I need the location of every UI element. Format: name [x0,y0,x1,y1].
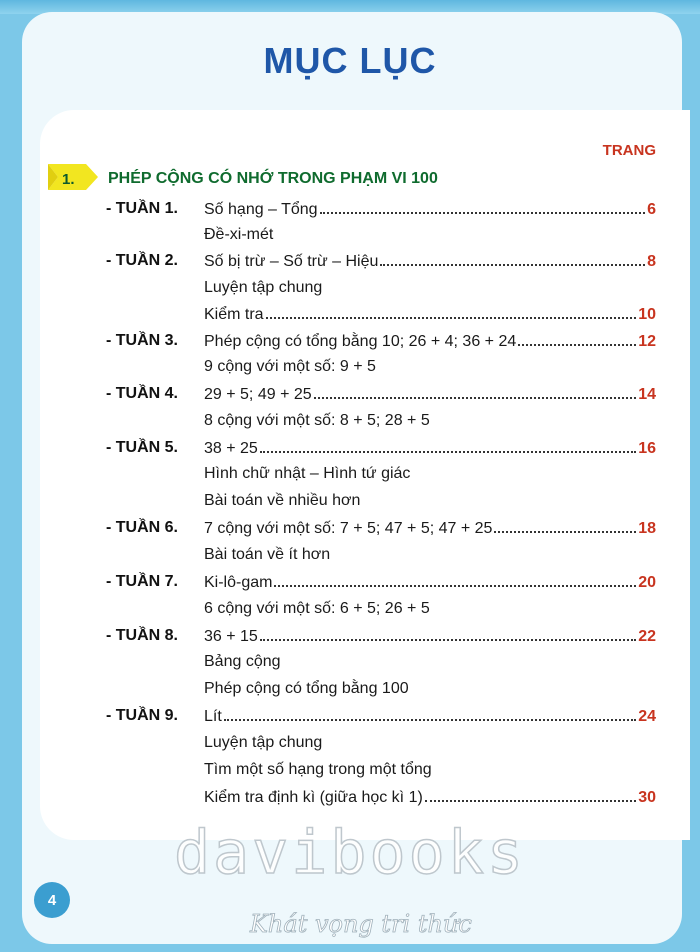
week-label: - TUẦN 5. [106,439,178,456]
week-label: - TUẦN 9. [106,707,178,724]
lesson-title: Luyện tập chung [204,279,323,296]
watermark-tagline: Khát vọng tri thức [250,910,472,938]
page-number: 24 [638,708,656,725]
page-number: 16 [638,440,656,457]
lesson-title: 8 cộng với một số: 8 + 5; 28 + 5 [204,412,430,429]
toc-entry[interactable] [204,707,656,731]
lesson-title: Lít [204,708,222,725]
section-title: PHÉP CỘNG CÓ NHỚ TRONG PHẠM VI 100 [108,170,438,187]
week-label: - TUẦN 7. [106,573,178,590]
page-number: 8 [647,253,656,270]
lesson-title: Bảng cộng [204,653,281,670]
page-number: 20 [638,574,656,591]
lesson-title: Bài toán về nhiều hơn [204,492,361,509]
toc-entry[interactable] [204,519,656,543]
dot-leader [380,252,645,266]
dot-leader [260,439,636,453]
lesson-title: Luyện tập chung [204,734,323,751]
page-number: 30 [638,789,656,806]
watermark-logo: davibooks [173,818,527,888]
dot-leader [260,627,636,641]
toc-entry[interactable] [204,252,656,276]
dot-leader [320,200,646,214]
toc-entry[interactable] [204,332,656,356]
toc-entry[interactable] [204,680,656,704]
toc-entry[interactable] [204,627,656,651]
page-number: 10 [638,306,656,323]
week-label: - TUẦN 3. [106,332,178,349]
page-title: MỤC LỤC [263,40,437,81]
week-label: - TUẦN 1. [106,200,178,217]
toc-entry[interactable] [204,465,656,489]
dot-leader [518,332,636,346]
lesson-title: Ki-lô-gam [204,574,273,591]
dot-leader [314,385,637,399]
lesson-title: Hình chữ nhật – Hình tứ giác [204,465,411,482]
toc-entry[interactable] [204,412,656,436]
toc-entry[interactable] [204,439,656,463]
toc-entry[interactable] [204,385,656,409]
lesson-title: Số hạng – Tổng [204,201,318,218]
page-number: 18 [638,520,656,537]
page-number-badge: 4 [34,882,70,918]
page-number: 6 [647,201,656,218]
week-label: - TUẦN 8. [106,627,178,644]
dot-leader [224,707,636,721]
dot-leader [425,788,636,802]
lesson-title: Đề-xi-mét [204,226,274,243]
toc-entry[interactable] [204,279,656,303]
dot-leader [494,519,636,533]
toc-entry[interactable] [204,492,656,516]
week-label: - TUẦN 6. [106,519,178,536]
toc-entry[interactable] [204,573,656,597]
lesson-title: Phép cộng có tổng bằng 10; 26 + 4; 36 + 24 [204,333,517,350]
lesson-title: 36 + 15 [204,628,258,645]
lesson-title: Tìm một số hạng trong một tổng [204,761,432,778]
page-number: 12 [638,333,656,350]
lesson-title: 6 cộng với một số: 6 + 5; 26 + 5 [204,600,430,617]
toc-entry[interactable] [204,653,656,677]
lesson-title: Bài toán về ít hơn [204,546,331,563]
section-number: 1. [62,171,75,188]
week-label: - TUẦN 2. [106,252,178,269]
lesson-title: Phép cộng có tổng bằng 100 [204,680,409,697]
toc-entry[interactable] [204,600,656,624]
page-number: 22 [638,628,656,645]
toc-entry[interactable] [204,358,656,382]
toc-entry[interactable] [204,734,656,758]
dot-leader [266,305,637,319]
toc-entry[interactable] [204,546,656,570]
week-label: - TUẦN 4. [106,385,178,402]
page-column-header: TRANG [602,142,656,159]
toc-entry[interactable] [204,226,656,250]
dot-leader [274,573,636,587]
toc-entry[interactable] [204,788,656,812]
lesson-title: 7 cộng với một số: 7 + 5; 47 + 5; 47 + 25 [204,520,493,537]
lesson-title: 38 + 25 [204,440,258,457]
lesson-title: 29 + 5; 49 + 25 [204,386,312,403]
toc-entry[interactable] [204,305,656,329]
toc-entry[interactable] [204,761,656,785]
lesson-title: Kiểm tra định kì (giữa học kì 1) [204,789,423,806]
lesson-title: Kiểm tra [204,306,264,323]
lesson-title: 9 cộng với một số: 9 + 5 [204,358,376,375]
page-number: 14 [638,386,656,403]
toc-entry[interactable] [204,200,656,224]
lesson-title: Số bị trừ – Số trừ – Hiệu [204,253,379,270]
